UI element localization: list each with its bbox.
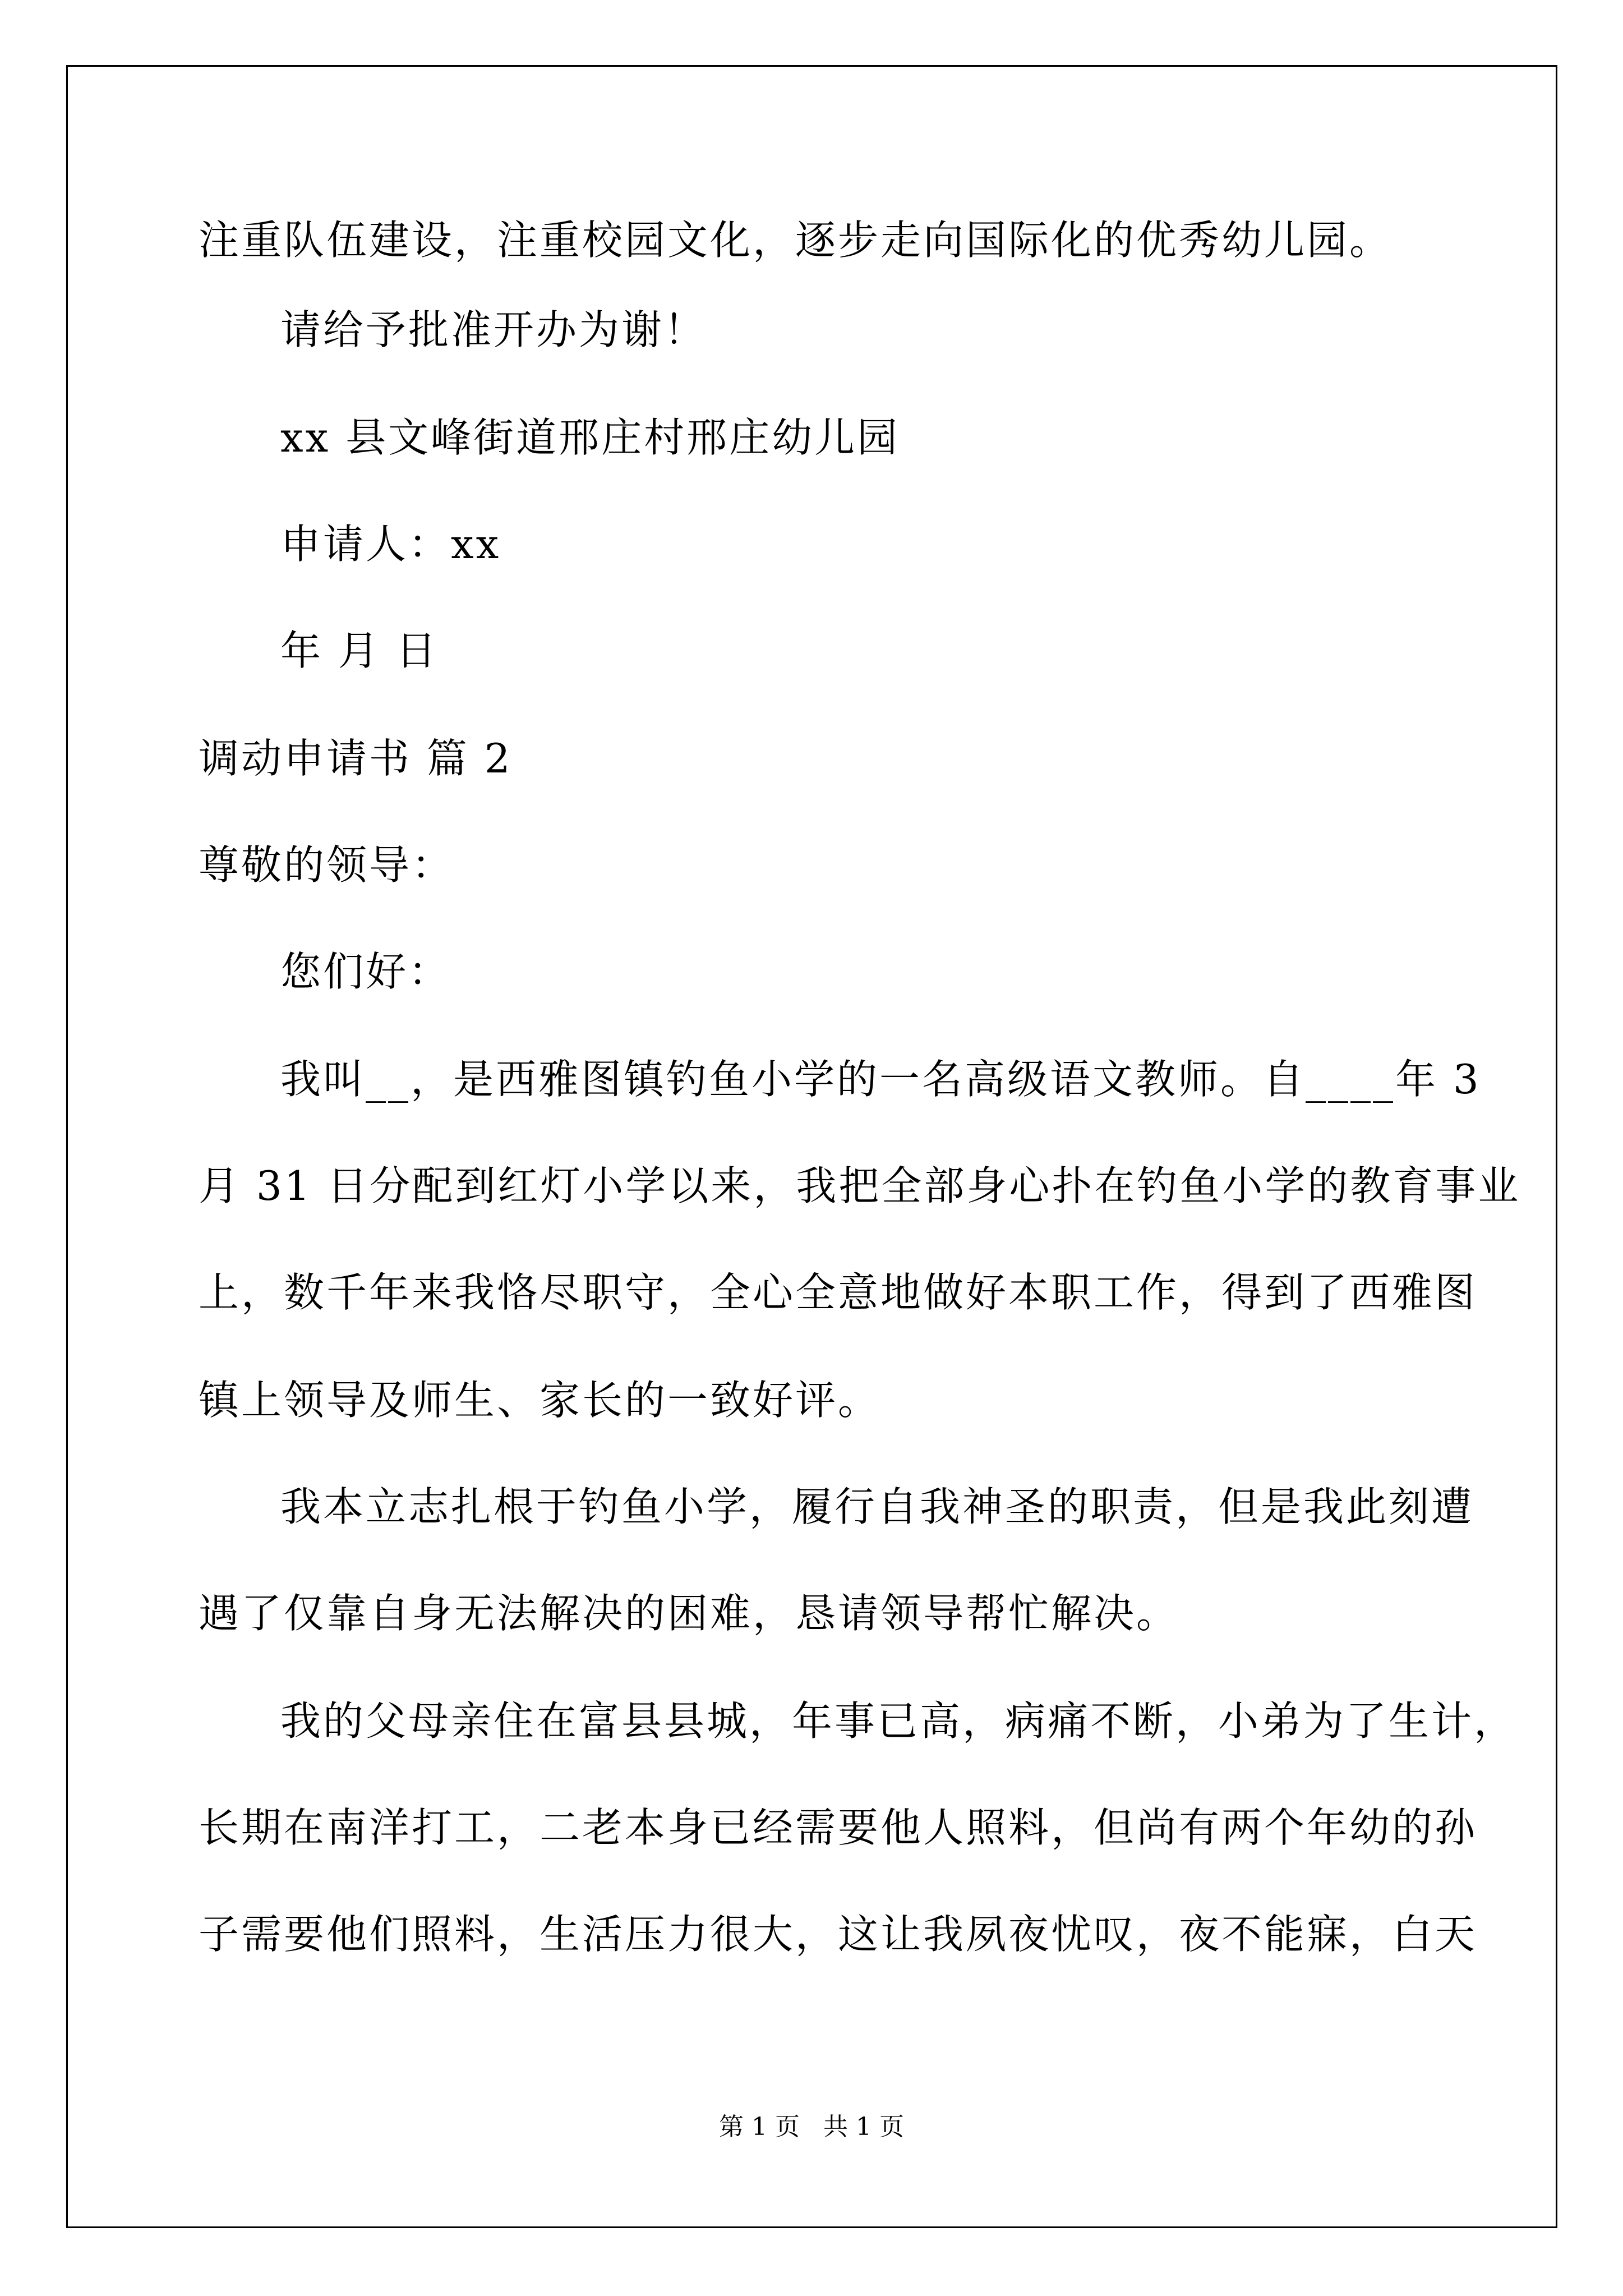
applicant-line: 申请人：xx [280, 521, 501, 568]
paragraph-line: 我的父母亲住在富县县城，年事已高，病痛不断，小弟为了生计， [280, 1697, 1517, 1745]
page-border [66, 65, 1557, 2228]
paragraph-line: 我叫__，是西雅图镇钓鱼小学的一名高级语文教师。自____年 3 [280, 1056, 1481, 1103]
paragraph-line: 长期在南洋打工，二老本身已经需要他人照料，但尚有两个年幼的孙 [199, 1804, 1478, 1851]
paragraph-line: 镇上领导及师生、家长的一致好评。 [199, 1377, 881, 1424]
paragraph-line: 上，数千年来我恪尽职守，全心全意地做好本职工作，得到了西雅图 [199, 1269, 1478, 1316]
paragraph-line: 子需要他们照料，生活压力很大，这让我夙夜忧叹，夜不能寐，白天 [199, 1911, 1478, 1958]
paragraph-line: 注重队伍建设，注重校园文化，逐步走向国际化的优秀幼儿园。 [199, 217, 1393, 264]
paragraph-line: xx 县文峰街道邢庄村邢庄幼儿园 [280, 414, 900, 461]
greeting: 您们好： [280, 948, 451, 995]
page-footer: 第 1 页 共 1 页 [719, 2113, 904, 2141]
paragraph-line: 遇了仅靠自身无法解决的困难，恳请领导帮忙解决。 [199, 1590, 1179, 1637]
date-line: 年 月 日 [280, 627, 439, 674]
section-heading: 调动申请书 篇 2 [199, 735, 513, 782]
salutation: 尊敬的领导： [199, 841, 455, 889]
paragraph-line: 月 31 日分配到红灯小学以来，我把全部身心扑在钓鱼小学的教育事业 [199, 1162, 1521, 1209]
paragraph-line: 请给予批准开办为谢！ [280, 306, 707, 353]
paragraph-line: 我本立志扎根于钓鱼小学，履行自我神圣的职责，但是我此刻遭 [280, 1483, 1474, 1530]
